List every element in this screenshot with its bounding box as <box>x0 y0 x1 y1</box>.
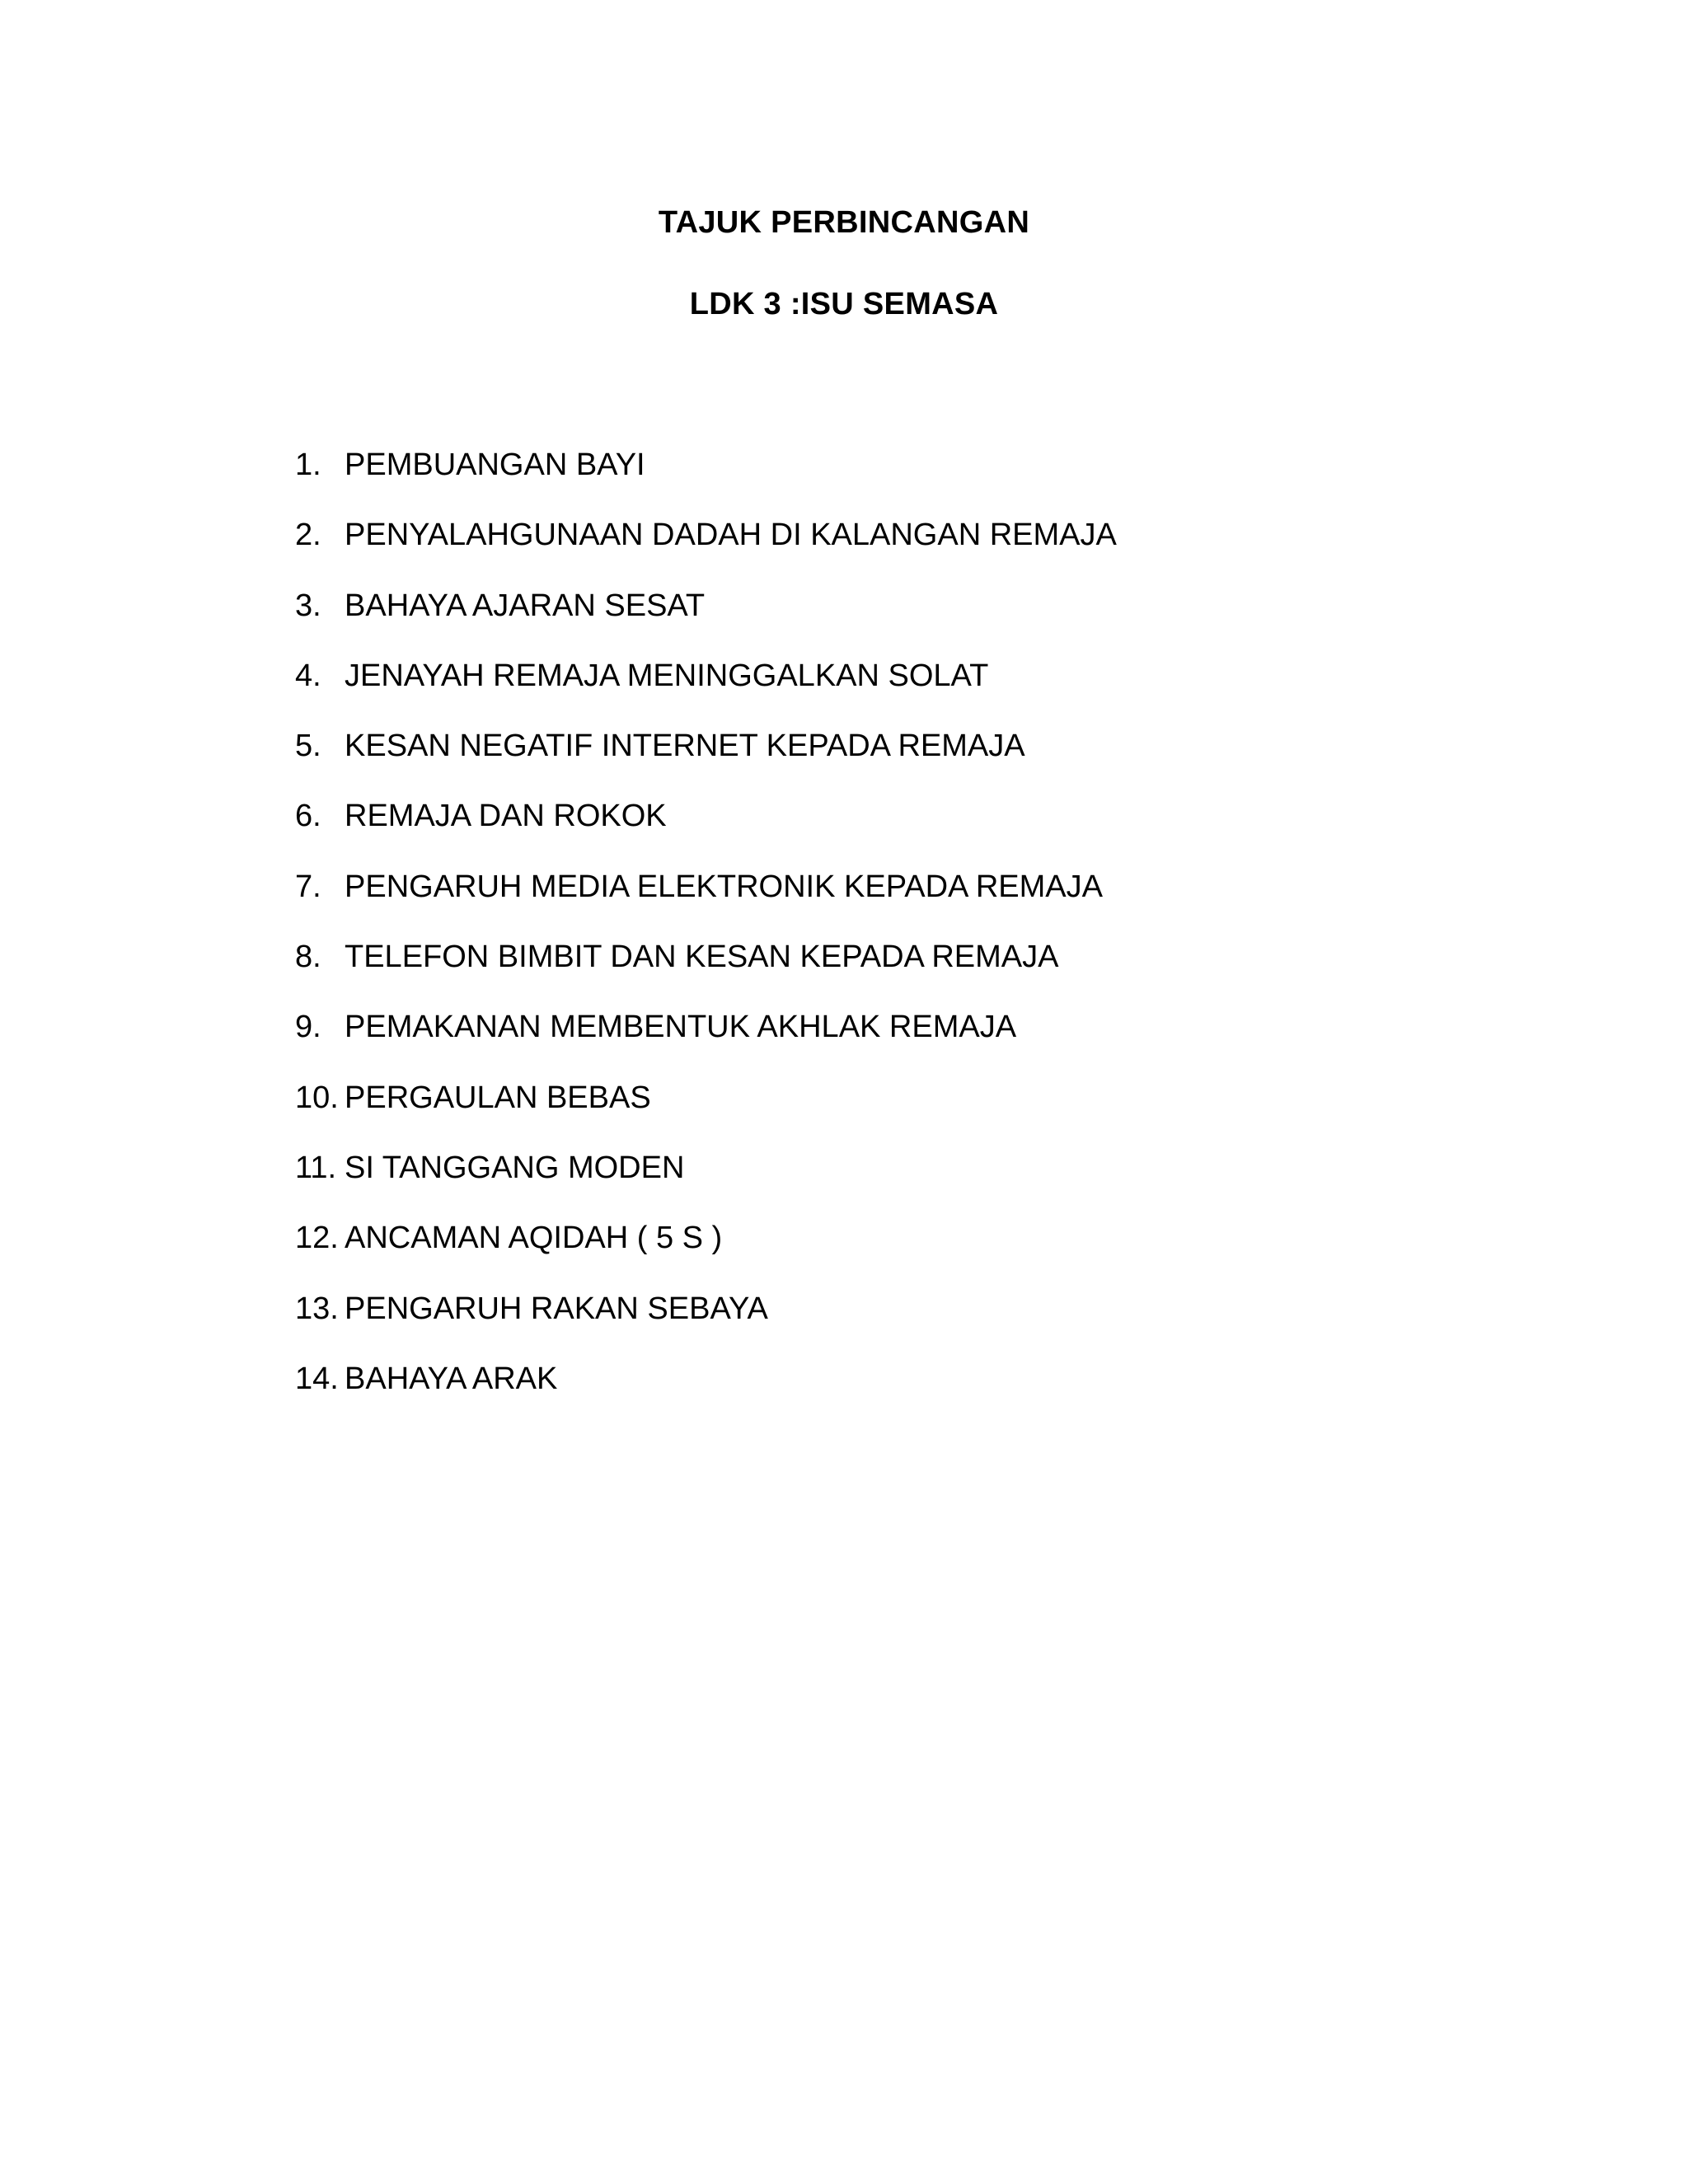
item-number: 3. <box>295 588 321 623</box>
item-text: BAHAYA ARAK <box>345 1361 558 1396</box>
item-number: 13. <box>295 1291 339 1326</box>
item-text: PEMAKANAN MEMBENTUK AKHLAK REMAJA <box>345 1010 1017 1045</box>
list-item <box>295 587 1531 657</box>
item-number: 10. <box>295 1080 339 1115</box>
page-subtitle: LDK 3 :ISU SEMASA <box>689 287 999 321</box>
item-number: 5. <box>295 729 321 764</box>
list-item <box>295 797 1531 867</box>
item-text: ANCAMAN AQIDAH ( 5 S ) <box>345 1221 723 1256</box>
item-number: 2. <box>295 518 321 553</box>
list-item <box>295 1360 1531 1430</box>
list-item <box>295 1008 1531 1078</box>
item-number: 14. <box>295 1361 339 1396</box>
item-text: PEMBUANGAN BAYI <box>345 448 645 482</box>
item-number: 6. <box>295 799 321 834</box>
item-text: PENGARUH MEDIA ELEKTRONIK KEPADA REMAJA <box>345 869 1103 904</box>
item-number: 4. <box>295 658 321 693</box>
list-item <box>295 727 1531 797</box>
item-text: PENGARUH RAKAN SEBAYA <box>345 1291 768 1326</box>
list-item <box>295 1290 1531 1360</box>
item-text: PERGAULAN BEBAS <box>345 1080 651 1115</box>
list-item <box>295 516 1531 586</box>
item-text: KESAN NEGATIF INTERNET KEPADA REMAJA <box>345 729 1025 764</box>
topic-list <box>295 446 1531 1430</box>
list-item <box>295 938 1531 1008</box>
list-item <box>295 868 1531 938</box>
item-number: 8. <box>295 940 321 975</box>
list-item <box>295 446 1531 516</box>
page-title: TAJUK PERBINCANGAN <box>658 205 1030 240</box>
list-item <box>295 1219 1531 1289</box>
item-text: JENAYAH REMAJA MENINGGALKAN SOLAT <box>345 658 989 693</box>
list-item <box>295 1079 1531 1149</box>
item-text: TELEFON BIMBIT DAN KESAN KEPADA REMAJA <box>345 940 1059 975</box>
item-text: SI TANGGANG MODEN <box>345 1150 685 1185</box>
item-number: 9. <box>295 1010 321 1045</box>
item-number: 1. <box>295 448 321 482</box>
item-text: REMAJA DAN ROKOK <box>345 799 667 834</box>
list-item <box>295 1149 1531 1219</box>
item-number: 12. <box>295 1221 339 1256</box>
list-item <box>295 657 1531 727</box>
item-text: BAHAYA AJARAN SESAT <box>345 588 706 623</box>
item-text: PENYALAHGUNAAN DADAH DI KALANGAN REMAJA <box>345 518 1117 553</box>
item-number: 7. <box>295 869 321 904</box>
item-number: 11. <box>295 1150 337 1185</box>
